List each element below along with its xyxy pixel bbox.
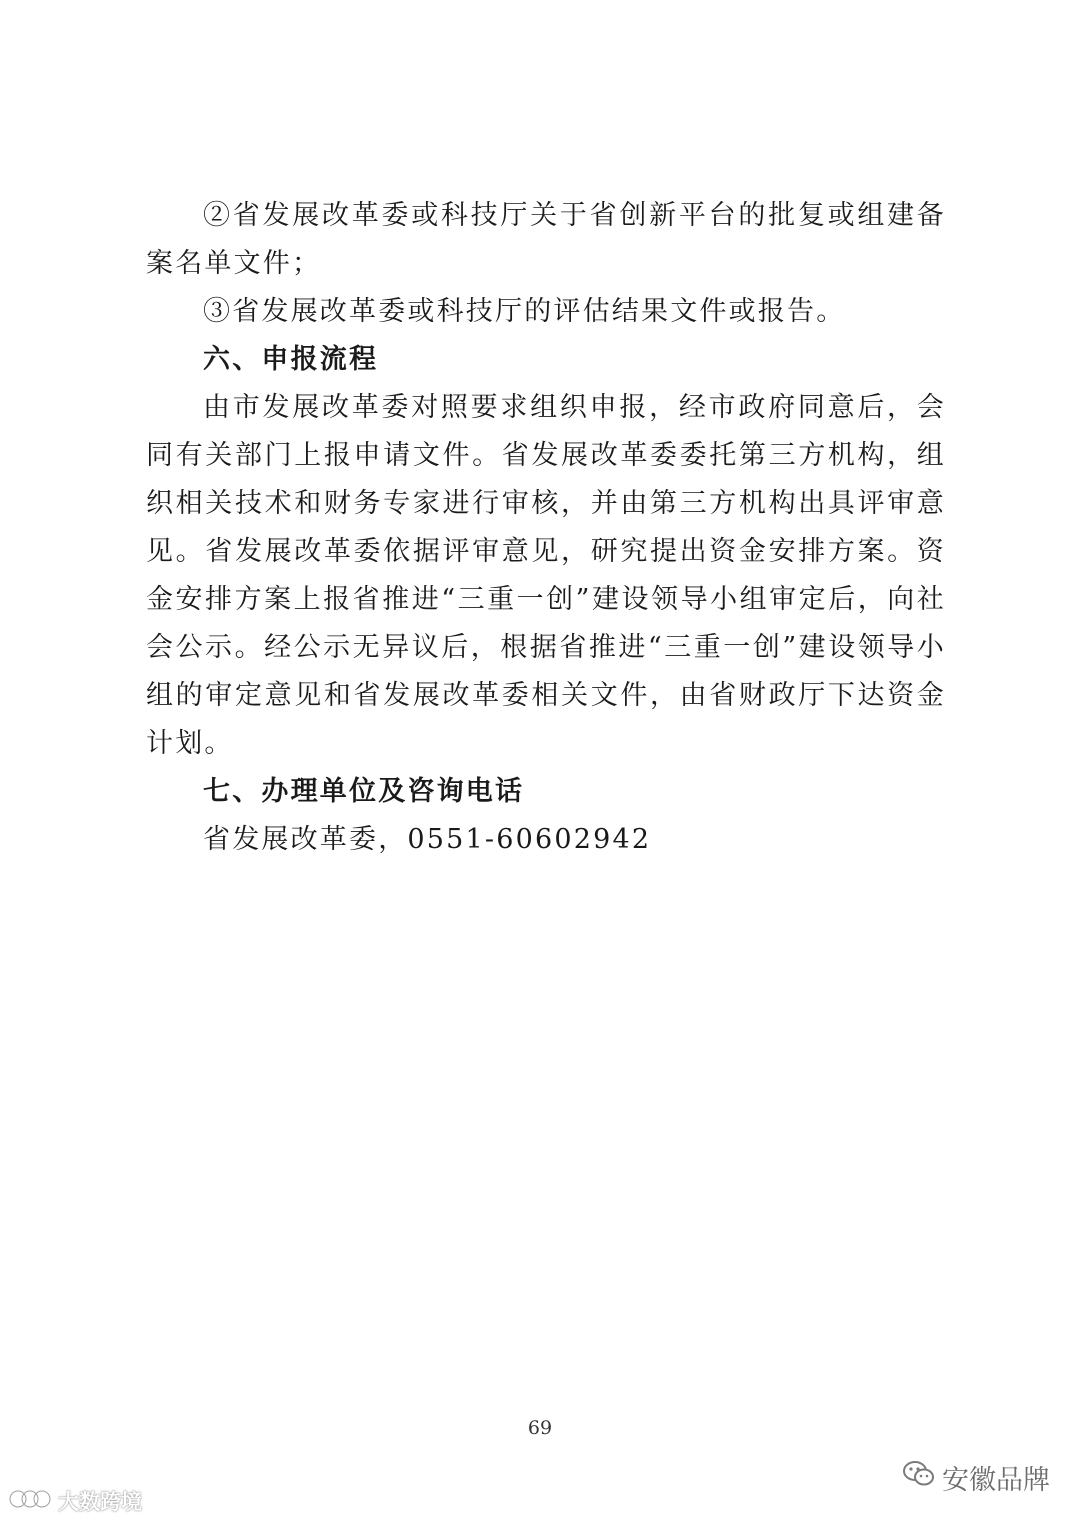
watermark-left-text: 大数跨境: [58, 1490, 142, 1514]
paragraph-application-process: 由市发展改革委对照要求组织申报，经市政府同意后，会同有关部门上报申请文件。省发展改革委委托第三方机构，组织相关技术和财务专家进行审核，并由第三方机构出具评审意见。省发展改革委依据评审意见，研究提出资金安排方案。资金安排方案上报省推进“三重一创”建设领导小组审定后，向社会公示。经公示无异议后，根据省推进“三重一创”建设领导小组的审定意见和省发展改革委相关文件，由省财政厅下达资金计划。: [146, 392, 946, 759]
paragraph-item-2: ②省发展改革委或科技厅关于省创新平台的批复或组建备案名单文件；: [146, 200, 946, 279]
section-heading-7: 七、办理单位及咨询电话: [203, 776, 525, 807]
page-number: 69: [527, 1417, 553, 1439]
section-heading-6: 六、申报流程: [203, 344, 379, 375]
watermark-right-text: 安徽品牌: [942, 1465, 1050, 1496]
logo-rings-icon: [8, 1487, 54, 1516]
wechat-icon: [902, 1459, 936, 1496]
watermark-left: [8, 1486, 142, 1516]
document-body: [146, 192, 946, 864]
watermark-right: [902, 1458, 1050, 1497]
paragraph-item-3: ③省发展改革委或科技厅的评估结果文件或报告。: [203, 296, 846, 327]
paragraph-contact: 省发展改革委，0551-60602942: [203, 824, 652, 855]
